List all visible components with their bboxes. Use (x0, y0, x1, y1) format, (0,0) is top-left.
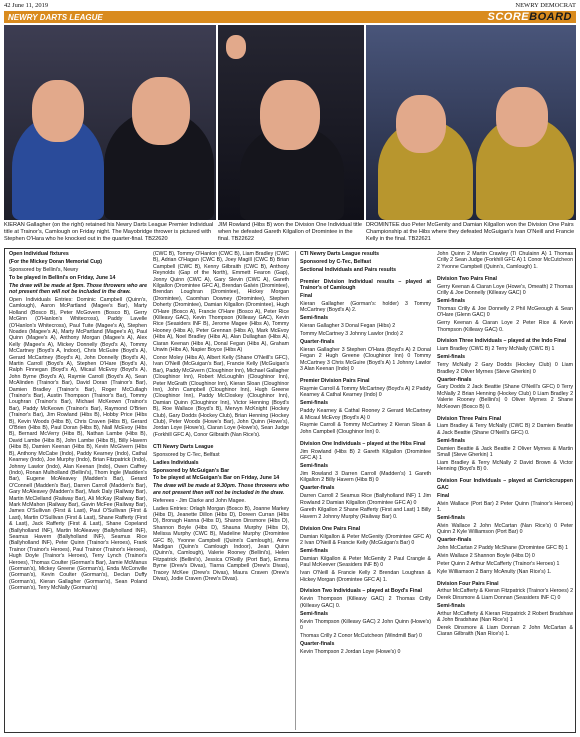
column-4 (437, 251, 573, 730)
paragraph: Damian Kilgallon & Peter McGenity 2 Paul Crangle & Paul McKeever (Seasiders INF B) 0 (300, 555, 431, 569)
paragraph: Paddy Kearney & Cathal Rooney 2 Gerard McCartney & Micaul McEvoy (Boyd's A) 0 (300, 408, 431, 421)
section-heading: Semi-finals (437, 602, 466, 609)
paragraph: John McCartan 2 Paddy McShane (Dromintee GFC B) 1 (437, 544, 569, 551)
paragraph: Terry McNally 2 Gary Dodds (Hockey Club) 0 Liam Bradley 2 Oliver Myrnes (Steve Gherkin) 0 (437, 362, 573, 375)
paragraph: John Quinn 2 Martin Crawley (Ti Chulainn A) 1 Thomas Crilly 2 Sean Judge (Forkhill GFC A) 1 Conor McCutcheon 2 Yvonne Campbell (Quinn's, Camlough) 1. (437, 251, 573, 270)
paragraph: Jim Rowland 3 Darren Carroll (Madden's) 1 Gareth Kilgallon 2 Billy Havern (Hibs B) 0 (300, 470, 431, 484)
section-heading: Semi-finals (437, 354, 466, 361)
paragraph: Kevin Thompson (Killeavy GAC) 2 Thomas Crilly (Killeavy GAC) 0. (300, 596, 431, 609)
paragraph: Jim Rowland (Hibs B) 2 Gareth Kilgallon (Dromintee GFC A) 1 (300, 448, 431, 462)
paragraph: Alvin Wallace 2 John McCartan (Nan Rice's) 0 Peter Quinn 2 Kyle Williamson (Port Bar) 0 (437, 522, 573, 536)
caption-1: KIERAN Gallagher (on the right) retained his Newry Darts League Premier Individual title at Trainor's, Camlough on Friday night. The Mayobridge thrower is pictured with Stephen O'Hara who he knocked out in the quarter-final. TB22620 (4, 222, 214, 242)
person-right-head (132, 77, 190, 145)
photo-gallagher-ohara (4, 25, 216, 220)
paragraph: Derek Dinsmore & Liam Donnan 2 John McCartan & Ciaran Gilbraith (Nan Rice's) 1. (437, 625, 573, 638)
section-heading: Semi-finals (300, 462, 329, 469)
paragraph: The draw will be made at 9.30pm. Those throwers who are not present then will not be included in the draw. (153, 483, 289, 496)
section-heading: Sponsored by McGuigan's Bar (153, 467, 230, 474)
section-heading: Semi-finals (300, 610, 329, 617)
logo-part-a: SCORE (487, 11, 530, 23)
paragraph: Liam Bradley & Terry McNally 2 David Brown & Victor Henning (Boyd's B) 0. (437, 459, 573, 473)
paragraph: Conor Moley (Hibs A), Albert Kelly (Shane O'Neill's GFC), Ivan O'Neill (McGuigan's Bar), Francie Kelly (McGuigan's Bar), Paddy McGivern (Cloughinor Inn), Michael Gallagher (Cloughinor Inn), Robert McLoughlin (Cloughinor Inn), Peter McGrath (Cloughinor Inn), Kieran Sloan (Cloughinor Inn), John Campbell (Cloughinor Inn), Hugh Greene (Cloughinor Inn), Paddy McCloskey (Cloughinor Inn), Damian Quinn (Cloughinor Inn), Victor Henning (Boyd's B), Roe Wallace (Boyd's B), Mervyn McKnight (Hockey Club), Gary Dodds (Hockey Club), Brian Henning (Hockey Club), Peter Woods (Howe's Bar), John Quinn (Howe's), Jordan Loye (Howe's), Ciaran Loye (Howe's), Sean Judge (Forkhill GFC A), Conor Gilbraith (Nan Rice's). (153, 355, 289, 438)
paragraph: Peter Quinn 2 Arthur McCafferty (Trainor's Heroes) 1 (437, 560, 560, 567)
paragraph: Tommy McCartney 3 Johnny Lawlor (Indo) 2 (300, 331, 403, 338)
section-heading: Division Four Pairs Final (437, 580, 499, 587)
paragraph: Arthur McCafferty & Kieran Fitzpatrick (Trainor's Heroes) 2 Derek Dinsmore & Liam Donnan (Seasiders INF C) 0 (437, 588, 573, 601)
scoreboard-logo (488, 11, 572, 23)
section-heading: Semi-finals (300, 315, 329, 322)
photo-row (4, 25, 576, 245)
section-heading: Final (300, 293, 313, 300)
paragraph: Raymie Carroll & Tommy McCartney 2 Kieran Sloan & John Campbell (Cloughinor Inn) 0. (300, 422, 431, 435)
section-heading: Semi-finals (300, 400, 329, 407)
section-heading: To be played at McGuigan's Bar on Friday, June 14 (153, 475, 280, 482)
paragraph: Thomas Crilly 2 Conor McCutcheon (Windmill Bar) 0 (300, 632, 422, 639)
page-date: 42 June 11, 2019 (4, 2, 49, 9)
section-heading: Division One Individuals – played at the Hibs Final (300, 440, 426, 447)
section-heading: Quarter-finals (300, 640, 335, 647)
paragraph: Thomas Crilly & Joe Donnelly 2 Phil McGeough & Sean O'Hare (Glenn GAC) 0 (437, 305, 573, 319)
paragraph: Ladies Entries: Orlagh Morgan (Bosco B), Joanne Markey (Hibs D), Jeanette Dillon (Hibs D), Doreen Curran (Hibs D), Bronagh Hanna (Hibs D), Sharon Dinsmore (Hibs D), Shannon Boyle (Hibs D), Shauna Murphy (Hibs D), Melissa Murphy (CWC B), Madeline Murphy (Dromintee GFC B), Yvonne Campbell (Quinn's Camlough), Anne Madigan (Quinn's Camlough Indoor), Jean Quinn (Quinn's, Camlough), Valerie Rooney (Bellini's), Helen Fitzpatrick (Bellini's), Jessica O'Reilly (Port Bar), Emma Byrne (Drew's Divas), Tiarna Campbell (Drew's Divas), Tracey McKee (Drew's Divas), Maura Craven (Drew's Divas), Jodie Craven (Drew's Divas). (153, 505, 289, 582)
paragraph: Kyle Williamson 2 Barry McAnulty (Nan Rice's) 1. (437, 568, 552, 575)
photo-mcgenity-kilgallon (366, 25, 576, 220)
paragraph: Liam Bradley & Terry McNally (CWC B) 2 Damien Beattie & Jack Beattie (Shane O'Neill's GFC) 0. (437, 423, 573, 436)
section-heading: Semi-finals (437, 437, 466, 444)
paragraph: Kieran Gallagher 3 Stephen O'Hara (Boyd's A) 2 Donal Fegan 2 Hugh Greene (Cloughinor Inn) 0 Tommy McCartney 3 Chris McGuire (Boyd's A) 1 Johnny Lawlor 3 Alan Keenan (Indo) 0 (300, 346, 431, 373)
paragraph: Kevin Thompson (Killeavy GAC) 2 John Quinn (Howe's) 0 (300, 618, 431, 631)
section-heading: To be played in Bellini's on Friday, June 14 (9, 274, 116, 281)
masthead: NEWRY DEMOCRAT (515, 2, 576, 9)
section-heading: Open Individual fixtures (9, 251, 69, 257)
section-heading: Premier Division Pairs Final (300, 378, 370, 384)
section-heading: CTI Newry Darts League (153, 443, 214, 450)
paragraph: Referees - Jim Clarke and John Magee. (153, 497, 246, 504)
section-heading: Division Four Individuals – played at Carrickcruppen GAC (437, 478, 573, 491)
paragraph: Raymie Carroll & Tommy McCartney (Boyd's A) 2 Paddy Kearney & Cathal Kearney (Indo) 0 (300, 385, 431, 399)
paragraph: Gareth Kilgallon 2 Shane Rafferty (First and Last) 1 Billy Havern 2 Johnny Murphy (Railway Bar) 0. (300, 507, 431, 520)
paragraph: The draw will be made at 9pm. Those throwers who are not present then will not be included in the draw. (9, 282, 147, 296)
section-heading: Semi-finals (300, 547, 329, 554)
paragraph: Kieran Gallagher 3 Donal Fegan (Hibs) 2 (300, 323, 396, 330)
paragraph: (CWC B), Tommy O'Hanlon (CWC B), Liam Bradley (CWC B), Adrian O'Hagan (CWC B), Joey Magill (CWC B) Brian Campbell (CWC B), Kenny Gilbraith (CWC B), Anthony Reynolds (Gap of the North), Emmett Fearon (Gap), Jonny Quinn (CWC A), Gary Slevin (CWC A), Gareth Kilgallon (Dromintee GFC A), Brendan Galvin (Dromintee), Brendan Loughran (Dromintee), Hickey Morgan (Dromintee), Caomhan Downey (Dromintee), Stephen Doherty (Dromintee), Damian Kilgallon (Dromintee), Hugh O'Hare (Bosco A), Francie O'Hare (Bosco A), Peter Rice (Killeavy GAC), Kevin Thompson (Killeavy GAC), Kevin Rice (Seasiders INF B), Jerome Magee (Hibs A), Tommy Hooney (Hibs A), Peter Grennan (Hibs A), Mark McEvoy (Hibs A), Noel Bradley (Hibs A), Alan Dullaghan (Hibs A), Ciaran Keenan (Hibs A), Donal Fegan (Hibs A), Graham Unwin (Hibs A), Napier Boyce (Hibs A) (153, 251, 289, 354)
paragraph: Liam Bradley (CWC B) 2 Terry McNally (CWC B) 1 (437, 346, 555, 353)
paragraph: Damian Kilgallon & Peter McGenity (Dromintee GFC A) 2 Ivan O'Neill & Francie Kelly (McGuigan's Bar) 0 (300, 533, 431, 547)
section-heading: Ladies Individuals (153, 459, 199, 466)
section-heading: Sponsored by C-Tec, Belfast (300, 258, 372, 265)
column-3 (295, 251, 431, 730)
section-heading: Quarter-finals (437, 537, 472, 544)
paragraph: Sponsored by C-Tec, Belfast (153, 451, 220, 458)
person-thrower-head (260, 80, 320, 150)
section-heading: Division One Pairs Final (300, 525, 361, 532)
section-heading: Division Two Individuals – played at Boyd's Final (300, 588, 422, 595)
paragraph: Damien Beattie & Jack Beattie 2 Oliver Myrnes & Martin Small (Steve Gherkin) 1 (437, 445, 573, 459)
paragraph: Open Individuals Entries: Dominic Campbell (Quinn's, Camlough), Aaron McPartland (Magee's Bar), Marty Holland (Bosco B), Peter McGovern (Bosco B), Gerry McGinn (O'Hanlon's Whitecross), Paddy Lavelle (O'Hanlon's Whitecross), Paul Tuite (Magee's A), Stephen Noades (Magee's A), Marty McPartland (Magee's A), Paul Quinn (Magee's A), Anthony Morgan (Magee's A), Alex Kelly (Magee's A), Mickey Donnelly (Boyd's A), Tommy McCartney (Boyd's A, Indoor), Chris McGuire (Boyd's A), Gerard McCartney (Boyd's A), John Donnelly (Boyd's A), Martin Carroll (Boyd's A), Stephen O'Hare (Boyd's A), Ralph Finnegan (Boyd's A), Micaul McEvoy (Boyd's A), John Byrne (Boyd's A), Raymie Carroll (Boyd's A), Sean McAlinden (Trainor's Bar), David Doran (Trainor's Bar), Damien Bradley (Trainor's Bar), Roger McCullagh (Trainor's Bar), Austin Thompson (Trainor's Bar), Tommy Loughran (Trainor's Bar), Michael McKeown (Trainor's Bar), Paddy McKeown (Trainor's Bar), Raymond O'Brien (Trainor's Bar), Jim Rowland (Hibs B), Hobby Price (Hibs B), Kevin Woods (Hibs B), Chris Craven (Hibs B), Gerard O'Brien (Hibs B), Paul Doran (Hibs B), Niall McEvoy (Hibs B), Bernard McVerry (Hibs B), Nathan Lambe (Hibs B), David Lambe (Hibs B), John Lambe (Hibs B), Billy Havern (Hibs B), Damien Keenan (Hibs B), Kevin McGivern (Hibs B), Anthony McCabe (Indo), Paddy Kearney (Indo), Cathal Kearney (Indo), Joe Murphy (Indo), Brian Fitzpatrick (Indo), Johnny Lawlor (Indo), Alan Keenan (Indo), Owen Caffrey (Indo), Ronan Mulholland (Bellini's), Thom Ingle (Madden's Bar), Eugene McAleavey (Madden's Bar), Gerard O'Connell (Madden's Bar), Darren Carroll (Madden's Bar), Gary McAleavey (Madden's Bar), Mark Daly (Railway Bar), Martin McClelland (Railway Bar), Ali McKay (Railway Bar), Mark McMahon (Railway Bar), Gavin McFee (Railway Bar), James O'Sullivan (First & Last), Paul O'Sullivan (First & Last), Martin O'Sullivan (First & Last), Shane Rafferty (First & Last), Jack Rafferty (First & Last), Shane Copeland (Ballyholland INF), Martin McAleavey (Ballyholland INF), Seamus Havern (Ballyholland INF), Seamus Rice (Ballyholland INF), Peter Quinn (Trainor's Heroes), Frank Trainor (Trainor's Heroes), Paul Trainor (Trainor's Heroes), Hugh Doyle (Trainor's Heroes), Terry Lynch (Trainor's Heroes), Thomas Coulter (Gorman's Bar), Jamie McManus (Gorman's), Mickey Greene (Gorman's), Enda McConville (Gorman's), Kevin Coulter (Gorman's), Declan Duffy (Gorman's), Kieran Gallagher (Gorman's), Sean Poland (Gorman's), Terry McNally (Gorman's) (9, 296, 147, 592)
hand (226, 35, 246, 59)
section-banner (4, 11, 576, 23)
section-heading: Quarter-finals (300, 338, 335, 345)
section-heading: Division Two Pairs Final (437, 275, 497, 282)
section-heading: (For the Mickey Doran Memorial Cup) (9, 258, 103, 265)
section-heading: Semi-finals (437, 514, 466, 521)
logo-part-b: BOARD (529, 11, 572, 23)
section-title: NEWRY DARTS LEAGUE (8, 12, 103, 22)
section-heading: Sectional Individuals and Pairs results (300, 266, 396, 273)
paragraph: Kieran Gallagher (Gorman's: holder) 3 Tommy McCartney (Boyd's A) 2. (300, 300, 431, 314)
paragraph: Kevin Thompson 2 Jordan Loye (Howe's) 0 (300, 648, 401, 655)
paragraph: Alvin Wallace 2 Shannon Boyle (Hibs D) 0 (437, 552, 535, 559)
paragraph: Arthur McCafferty & Kieran Fitzpatrick 2 Robert Bradshaw & John Bradshaw (Nan Rice's) 1 (437, 610, 573, 624)
column-2 (153, 251, 289, 730)
paragraph: Ivan O'Neill & Francie Kelly 2 Brendan Loughran & Hickey Morgan (Dromintee GFC A) 1. (300, 570, 431, 583)
section-heading: Division Three Pairs Final (437, 415, 502, 422)
caption-3: DROMINTEE duo Peter McGenity and Damian Kilgallon won the Division One Pairs Championship at the Hibs where they defeated McGuigan's Ivan O'Neill and Francie Kelly in the final. TB22621 (366, 222, 575, 242)
paragraph: Alvin Wallace (Port Bar) 2 Peter Quinn (Trainor's Heroes) 1. (437, 500, 573, 513)
photo-rowland (218, 25, 364, 220)
section-heading: Semi-finals (437, 297, 466, 304)
caption-2: JIM Rowland (Hibs B) won the Division One Individual title when he defeated Gareth Kilgallon of Dromintee in the final. TB22622 (218, 222, 362, 242)
paragraph: Sponsored by Bellini's, Newry (9, 266, 79, 273)
section-heading: CTI Newry Darts League results (300, 251, 380, 257)
page-header (4, 2, 576, 10)
person-left-head (396, 95, 446, 153)
section-heading: Premier Division Individual results – played at Trainor's of Camlough (300, 278, 431, 292)
section-heading: Quarter-finals (437, 376, 472, 383)
paragraph: Gary Dodds 2 Jack Beattie (Shane O'Neill's GFC) 0 Terry McNally 2 Brian Henning (Hockey Club) 0 Liam Bradley 2 Valerie Rooney (Bellini's) 0 Oliver Myrnes 2 Shane McKeown (Bosco B) 0. (437, 384, 573, 410)
person-left-head (32, 80, 84, 142)
paragraph: Darren Carroll 2 Seamus Rice (Ballyholland INF) 1 Jim Rowland 2 Damian Kilgallon (Dromintee GFC A) 0 (300, 493, 431, 506)
person-right-head (496, 87, 548, 147)
section-heading: Final (437, 492, 450, 499)
paragraph: Gerry Keenan & Ciaran Loye (Howe's, Omeath) 2 Thomas Crilly & Joe Donnelly (Killeavy GAC) 0 (437, 283, 573, 297)
section-heading: Quarter-finals (300, 485, 335, 492)
paragraph: Gerry Keenan & Ciaran Loye 2 Peter Rice & Kevin Thompson (Killeavy GAC) 0. (437, 320, 573, 333)
column-1 (9, 251, 147, 730)
results-box (4, 248, 576, 733)
section-heading: Division Three Individuals – played at the Indo Final (437, 338, 567, 345)
